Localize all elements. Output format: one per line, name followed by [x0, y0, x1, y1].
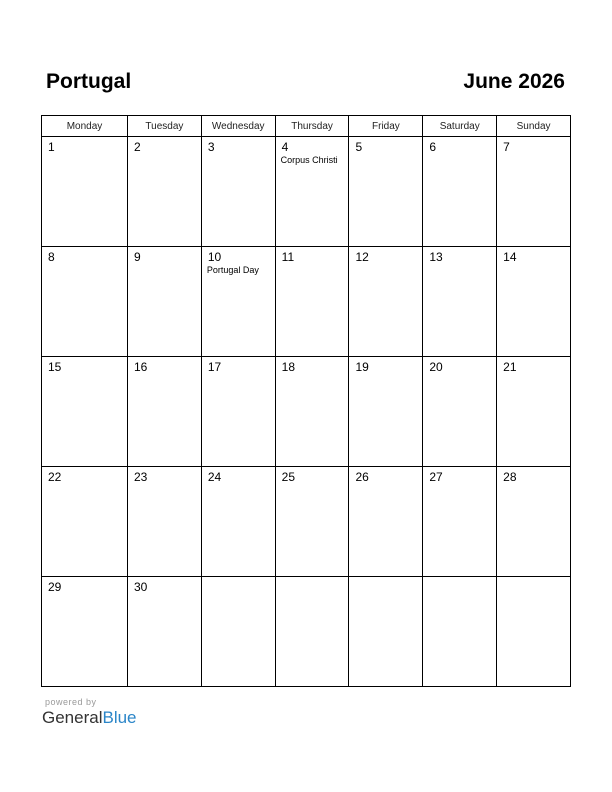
day-cell — [128, 577, 202, 687]
day-cell — [275, 467, 349, 577]
day-cell — [275, 137, 349, 247]
week-row — [42, 357, 571, 467]
country-title: Portugal — [46, 70, 132, 93]
holiday-label: Corpus Christi — [280, 155, 338, 165]
day-number — [497, 577, 570, 580]
weekday-sunday: Sunday — [497, 116, 571, 137]
weekday-monday: Monday — [42, 116, 128, 137]
day-cell — [201, 467, 275, 577]
day-number: 29 — [48, 580, 62, 594]
day-number: 28 — [503, 470, 517, 484]
day-number: 17 — [207, 360, 222, 374]
day-number: 3 — [207, 140, 215, 154]
day-cell — [423, 247, 497, 357]
week-row — [42, 467, 571, 577]
day-cell — [349, 357, 423, 467]
day-number: 14 — [503, 250, 517, 264]
day-cell — [497, 577, 571, 687]
day-cell — [497, 247, 571, 357]
day-cell — [128, 247, 202, 357]
day-number: 1 — [48, 140, 55, 154]
day-cell — [349, 467, 423, 577]
day-number: 22 — [48, 470, 62, 484]
day-number: 2 — [134, 140, 141, 154]
day-number: 4 — [281, 140, 289, 154]
powered-by-label: powered by — [45, 697, 97, 707]
day-number: 26 — [355, 470, 369, 484]
day-number: 25 — [281, 470, 296, 484]
weekday-tuesday: Tuesday — [128, 116, 202, 137]
day-number — [423, 577, 496, 580]
day-number: 9 — [134, 250, 141, 264]
day-cell — [349, 577, 423, 687]
day-cell — [423, 467, 497, 577]
weekday-friday: Friday — [349, 116, 423, 137]
day-cell — [349, 247, 423, 357]
day-number: 27 — [429, 470, 443, 484]
day-number — [202, 577, 275, 580]
day-cell — [423, 137, 497, 247]
week-row — [42, 137, 571, 247]
day-number — [276, 577, 349, 580]
day-cell — [275, 247, 349, 357]
day-number: 13 — [429, 250, 443, 264]
day-number: 6 — [429, 140, 436, 154]
day-cell — [128, 357, 202, 467]
day-number: 12 — [355, 250, 369, 264]
weekday-wednesday: Wednesday — [201, 116, 275, 137]
day-cell — [497, 137, 571, 247]
day-number: 10 — [207, 250, 222, 264]
day-number: 16 — [134, 360, 148, 374]
day-number: 8 — [48, 250, 55, 264]
day-cell — [42, 577, 128, 687]
weekday-thursday: Thursday — [275, 116, 349, 137]
day-cell — [349, 137, 423, 247]
day-number: 11 — [281, 250, 295, 264]
month-title: June 2026 — [463, 70, 565, 93]
day-number: 5 — [355, 140, 363, 154]
day-number: 15 — [48, 360, 62, 374]
day-number — [349, 577, 422, 580]
day-cell — [497, 467, 571, 577]
week-row — [42, 577, 571, 687]
day-number: 23 — [134, 470, 148, 484]
day-cell — [42, 357, 128, 467]
logo-blue: Blue — [102, 708, 137, 727]
day-cell — [201, 577, 275, 687]
day-number: 24 — [207, 470, 222, 484]
day-cell — [128, 137, 202, 247]
day-cell — [201, 137, 275, 247]
generalblue-logo — [42, 708, 137, 728]
day-number: 19 — [355, 360, 369, 374]
weekday-saturday: Saturday — [423, 116, 497, 137]
day-cell — [42, 137, 128, 247]
holiday-label: Portugal Day — [206, 265, 259, 275]
day-number: 7 — [503, 140, 510, 154]
day-cell — [497, 357, 571, 467]
day-cell — [42, 467, 128, 577]
day-cell — [423, 577, 497, 687]
day-number: 21 — [503, 360, 517, 374]
day-cell — [423, 357, 497, 467]
day-cell — [42, 247, 128, 357]
day-cell — [201, 357, 275, 467]
logo-general: General — [42, 708, 103, 727]
week-row — [42, 247, 571, 357]
day-cell — [275, 577, 349, 687]
day-cell — [128, 467, 202, 577]
day-cell — [201, 247, 275, 357]
day-number: 18 — [281, 360, 296, 374]
weekday-header-row — [42, 116, 571, 137]
day-cell — [275, 357, 349, 467]
day-number: 30 — [134, 580, 148, 594]
day-number: 20 — [429, 360, 443, 374]
calendar-grid — [41, 115, 571, 687]
